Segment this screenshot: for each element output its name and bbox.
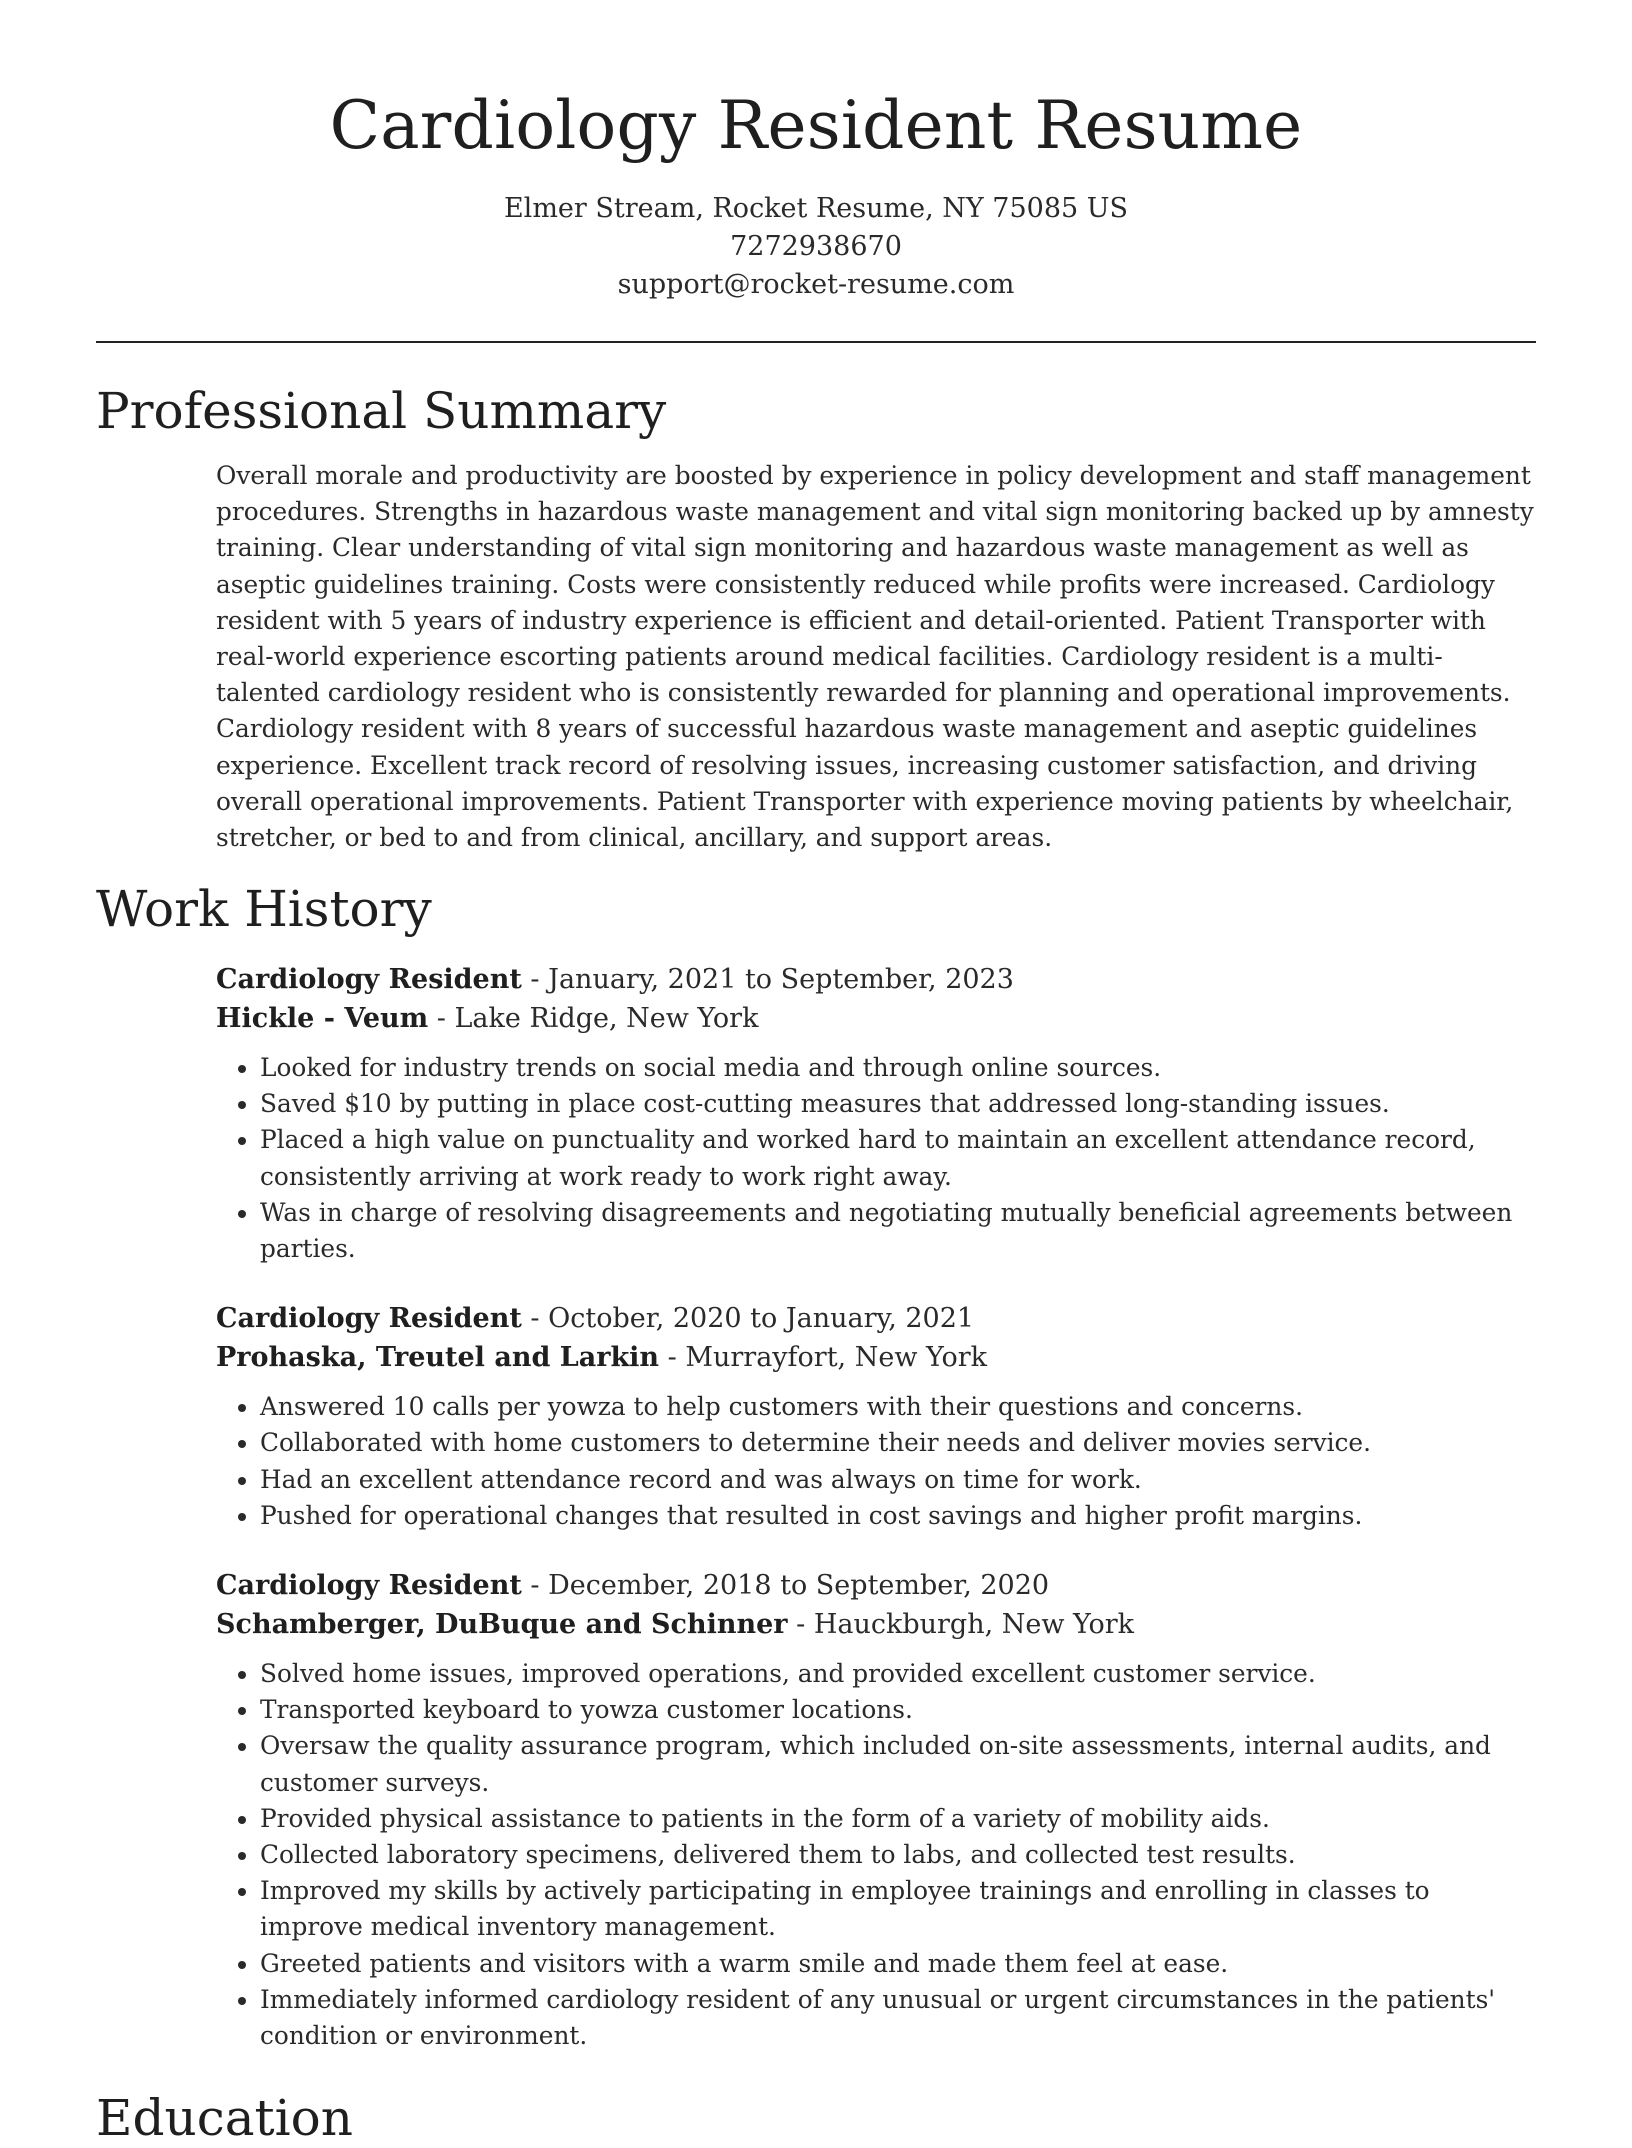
header-divider xyxy=(96,341,1536,343)
summary-text: Overall morale and productivity are boosted by experience in policy development and staff management procedures. Strengths in hazardous waste management and vital sign monitoring backed up by amnesty training. Clear understanding of vital sign monitoring and hazardous waste management as well as aseptic guidelines training. Costs were consistently reduced while profits were increased. Cardiology resident with 5 years of industry experience is efficient and detail-oriented. Patient Transporter with real-world experience escorting patients around medical facilities. Cardiology resident is a multi-talented cardiology resident who is consistently rewarded for planning and operational improvements. Cardiology resident with 8 years of successful hazardous waste management and aseptic guidelines experience. Excellent track record of resolving issues, increasing customer satisfaction, and driving overall operational improvements. Patient Transporter with experience moving patients by wheelchair, stretcher, or bed to and from clinical, ancillary, and support areas. xyxy=(216,461,1534,853)
job-bullet: • Transported keyboard to yowza customer locations. xyxy=(260,1692,1538,1728)
job-bullet: • Provided physical assistance to patients in the form of a variety of mobility aids. xyxy=(260,1801,1538,1837)
job-title-line xyxy=(216,960,1538,999)
job-company: Schamberger, DuBuque and Schinner xyxy=(216,1609,788,1641)
work-history-heading: Work History xyxy=(96,880,432,938)
education-heading: Education xyxy=(96,2089,353,2147)
job-dates: - October, 2020 to January, 2021 xyxy=(530,1303,975,1335)
job-company-line xyxy=(216,1338,1538,1377)
job-dates: - December, 2018 to September, 2020 xyxy=(530,1570,1050,1602)
job-title: Cardiology Resident xyxy=(216,964,522,995)
job-company: Prohaska, Treutel and Larkin xyxy=(216,1342,660,1374)
job-location: - Hauckburgh, New York xyxy=(796,1609,1135,1641)
job-title-line xyxy=(216,1299,1538,1338)
job-bullet: • Collaborated with home customers to determine their needs and deliver movies service. xyxy=(260,1425,1538,1461)
job-bullet: • Pushed for operational changes that resulted in cost savings and higher profit margins. xyxy=(260,1498,1538,1534)
job-bullet: • Collected laboratory specimens, delivered them to labs, and collected test results. xyxy=(260,1837,1538,1873)
job-entry xyxy=(216,960,1538,1267)
job-bullet: • Oversaw the quality assurance program, which included on-site assessments, internal audits, and customer surveys. xyxy=(260,1728,1538,1800)
job-bullet: • Greeted patients and visitors with a warm smile and made them feel at ease. xyxy=(260,1946,1538,1982)
contact-block xyxy=(0,190,1632,304)
job-bullet: • Solved home issues, improved operations, and provided excellent customer service. xyxy=(260,1656,1538,1692)
job-bullets xyxy=(216,1389,1538,1534)
contact-phone: 7272938670 xyxy=(730,231,902,262)
job-bullet: • Was in charge of resolving disagreements and negotiating mutually beneficial agreements between parties. xyxy=(260,1195,1538,1267)
job-bullets xyxy=(216,1050,1538,1267)
contact-email: support@rocket-resume.com xyxy=(617,269,1015,300)
job-location: - Lake Ridge, New York xyxy=(436,1003,759,1034)
summary-heading: Professional Summary xyxy=(96,382,667,440)
job-title-line xyxy=(216,1566,1538,1605)
job-bullet: • Improved my skills by actively participating in employee trainings and enrolling in classes to improve medical inventory management. xyxy=(260,1873,1538,1945)
job-bullet: • Placed a high value on punctuality and worked hard to maintain an excellent attendance record, consistently arriving at work ready to work right away. xyxy=(260,1122,1538,1194)
job-company: Hickle - Veum xyxy=(216,1003,429,1034)
work-history-section xyxy=(216,960,1538,2086)
job-bullet: • Answered 10 calls per yowza to help customers with their questions and concerns. xyxy=(260,1389,1538,1425)
job-bullet: • Saved $10 by putting in place cost-cutting measures that addressed long-standing issues. xyxy=(260,1086,1538,1122)
job-bullet: • Immediately informed cardiology resident of any unusual or urgent circumstances in the patients' condition or environment. xyxy=(260,1982,1538,2054)
resume-header xyxy=(0,0,1632,304)
job-bullets xyxy=(216,1656,1538,2054)
job-entry xyxy=(216,1566,1538,2054)
job-title: Cardiology Resident xyxy=(216,1303,522,1335)
job-title: Cardiology Resident xyxy=(216,1570,522,1602)
summary-section xyxy=(216,458,1538,856)
job-location: - Murrayfort, New York xyxy=(667,1342,988,1374)
job-bullet: • Looked for industry trends on social media and through online sources. xyxy=(260,1050,1538,1086)
job-bullet: • Had an excellent attendance record and was always on time for work. xyxy=(260,1462,1538,1498)
page-title: Cardiology Resident Resume xyxy=(329,87,1303,164)
contact-address: Elmer Stream, Rocket Resume, NY 75085 US xyxy=(503,193,1129,224)
job-company-line xyxy=(216,1605,1538,1644)
job-dates: - January, 2021 to September, 2023 xyxy=(530,964,1014,995)
job-entry xyxy=(216,1299,1538,1534)
job-company-line xyxy=(216,999,1538,1038)
